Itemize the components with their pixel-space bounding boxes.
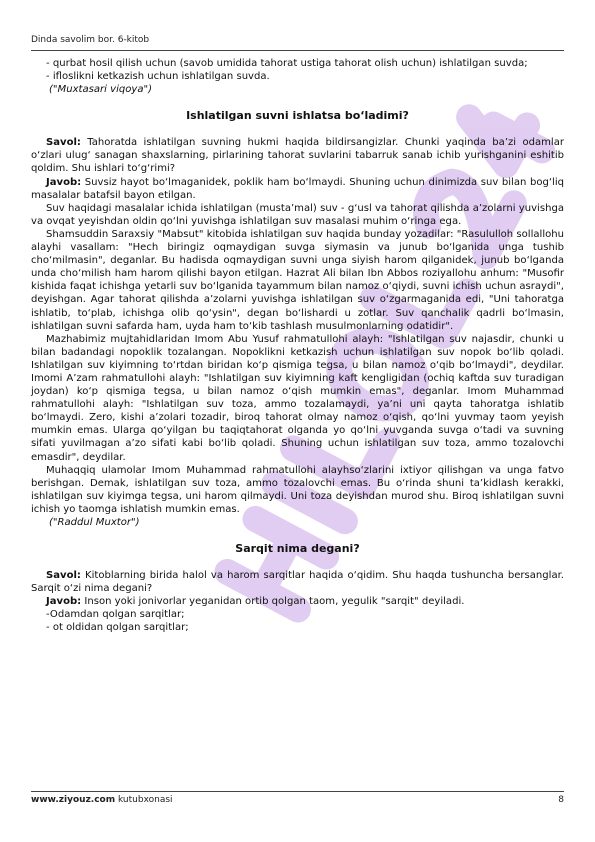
answer-paragraph [31,595,564,608]
question-label: Savol: [46,570,81,582]
section-heading: Sarqit nima degani? [235,542,360,556]
library-label: kutubxonasi [115,795,173,805]
question-text: Kitoblarning birida halol va harom sarqitlar haqida o‘qidim. Shu haqda tushuncha bersanglar. Sarqit o‘zi nima degani? [31,570,564,595]
section-heading: Ishlatilgan suvni ishlatsa bo‘ladimi? [186,109,409,123]
paragraph: Mazhabimiz mujtahidlaridan Imom Abu Yusuf rahmatullohi alayh: "Ishlatilgan suv najasdir, chunki u bilan badandagi nopoklik tozalangan. Nopoklikni ketkazish uchun ishlatilgan suv nopok bo‘lib qoladi. Ishlatilgan suv kiyimning to‘rtdan biridan ko‘p qismiga tegsa, u bilan namoz o‘qib bo‘lmaydi", deydilar. Imomi A’zam rahmatullohi alayh: "Ishlatilgan suv kiyimning kaft kengligidan (ochiq kaftda suv turadigan joydan) ko‘p qismiga tegsa, u bilan namoz o‘qish mumkin emas", deganlar. Imom Muhammad rahmatullohi alayh: "Ishlatilgan suv toza, ammo tozalamaydi, ya’ni uni qayta tahoratga ishlatib bo‘lmaydi. Zero, kishi a’zolari tozadir, biroq tahorat olmay namoz o‘qish, qo‘lni yuvmay taom yeyish mumkin emas. Ularga qo‘yilgan bu taqiqtahorat olganda yo qo‘lni yuvganda suvga o‘tadi va suvning sifati yuvilmagan a’zo sifati kabi bo‘lib qoladi. Shuning uchun ishlatilgan suv toza, ammo tozalovchi emasdir", deydilar. [31,333,564,463]
paragraph: Muhaqqiq ulamolar Imom Muhammad rahmatullohi alayhso‘zlarini ixtiyor qilishgan va unga fatvo berishgan. Demak, ishlatilgan suv toza, ammo tozalovchi emas. Bu o‘rinda shuni ta’kidlash kerakki, ishlatilgan suv kiyimga tegsa, uni harom qilmaydi. Uni toza deyishdan murod shu. Biroq ishlatilgan suvni ichish yo taomga ishlatish mumkin emas. [31,464,564,515]
header-divider [31,50,564,51]
answer-label: Javob: [46,596,82,608]
source-citation: ("Muxtasari viqoya") [49,84,153,96]
question-paragraph [31,569,564,595]
question-paragraph [31,136,564,175]
question-label: Savol: [46,137,81,149]
list-item: -Odamdan qolgan sarqitlar; [46,609,185,621]
answer-label: Javob: [46,176,82,188]
site-link[interactable]: www.ziyouz.com [31,795,116,805]
list-item: - ot oldidan qolgan sarqitlar; [46,622,189,634]
footer-divider [31,791,564,792]
source-citation: ("Raddul Muxtor") [49,517,140,528]
book-title: Dinda savolim bor. 6-kitob [31,35,150,45]
question-text: Tahoratda ishlatilgan suvning hukmi haqida bildirsangizlar. Chunki yaqinda ba’zi odamlar o‘zlari ulug‘ sanagan shaxslarning, pirlarining tahorat suvlarini tabarruk sanab ichib yurishganini eshitib qoldim. Shu ishlari to‘g‘rimi? [31,137,564,175]
answer-paragraph [31,176,564,202]
page-footer [31,795,564,805]
answer-text: Suvsiz hayot bo‘lmaganidek, poklik ham bo‘lmaydi. Shuning uchun dinimizda suv bilan bog‘liq masalalar batafsil bayon etilgan. [31,176,564,201]
paragraph: - ifloslikni ketkazish uchun ishlatilgan suvda. [46,71,270,83]
paragraph: Shamsuddin Saraxsiy "Mabsut" kitobida ishlatilgan suv haqida bunday yozadilar: "Rasululloh sollallohu alayhi vasallam: "Hech biringiz oqmaydigan suvga siymasin va junub bo‘lganida unga tushib cho‘milmasin", deganlar. Bu hadisda oqmaydigan suvni unga siyish harom qilganidek, junub bo‘lganda unda cho‘milish ham harom qilishi bayon etilgan. Hazrat Ali bilan Ibn Abbos roziyallohu anhum: "Musofir kishida faqat ichishga yetarli suv bo‘lganida tayammum bilan namoz o‘qiydi, suvni ichish uchun asraydi", deyishgan. Agar tahorat qilishda a’zolarni yuvishga ishlatilgan suv o‘zgarmaganida edi, "Uni tahoratga ishlatib, to‘plab, ichishga olib qo‘ysin", degan bo‘lishardi u zotlar. Suv qanchalik qadrli bo‘lmasin, ishlatilgan suvni safarda ham, uyda ham to‘kib tashlash musulmonlarning odatidir". [31,228,564,332]
page-body [31,57,564,635]
answer-text: Inson yoki jonivorlar yeganidan ortib qolgan taom, yegulik "sarqit" deyiladi. [81,596,465,608]
paragraph: - qurbat hosil qilish uchun (savob umidida tahorat ustiga tahorat olish uchun) ishlatilgan suvda; [46,58,528,69]
paragraph: Suv haqidagi masalalar ichida ishlatilgan (musta’mal) suv - g‘usl va tahorat qilishda a’zolarni yuvishga va ovqat yeyishdan oldin qo‘lni yuvishga ishlatilgan suv masalasi muhim o‘ringa ega. [31,202,564,227]
page-header [31,35,564,45]
page-number: 8 [558,795,564,805]
